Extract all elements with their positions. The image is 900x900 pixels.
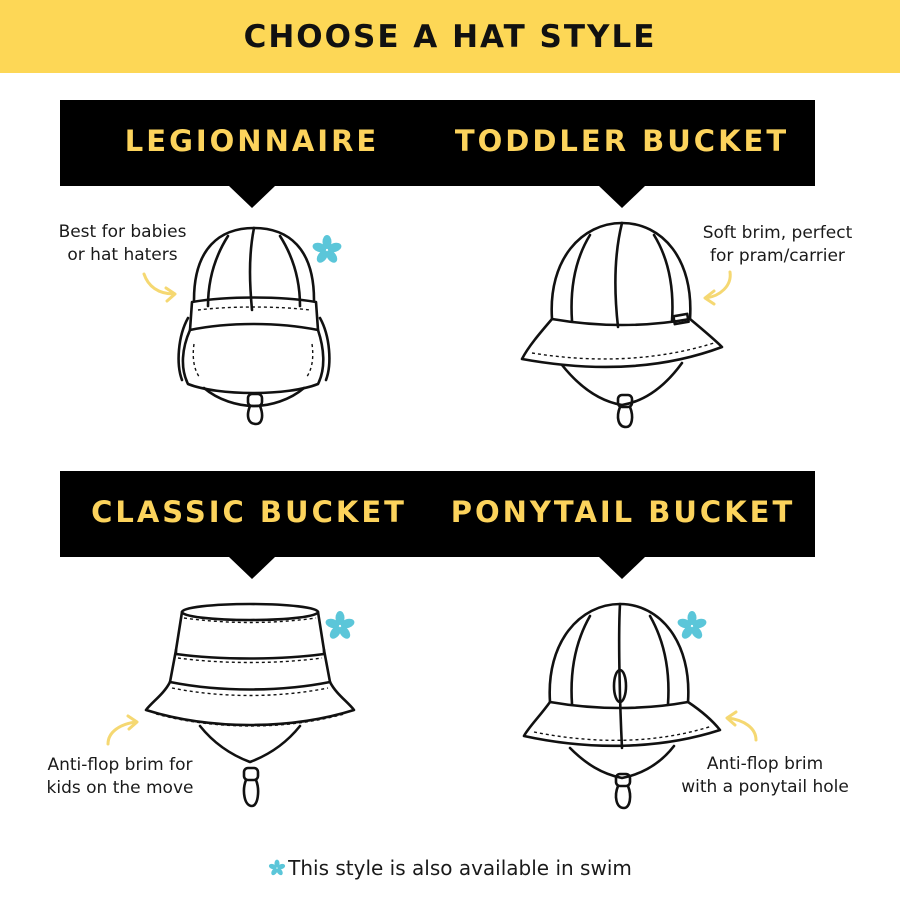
toddler-bucket-hat-illustration [518, 215, 728, 435]
ponytail-bucket-label: PONYTAIL BUCKET [450, 495, 796, 529]
ponytail-bucket-note: Anti-flop brim with a ponytail hole [681, 754, 849, 797]
classic-bucket-note: Anti-flop brim for kids on the move [46, 755, 194, 798]
legionnaire-note: Best for babies or hat haters [58, 222, 187, 265]
toddler-bucket-pointer [599, 186, 645, 208]
footer-text: This style is also available in swim [288, 856, 632, 880]
classic-bucket-label: CLASSIC BUCKET [91, 495, 407, 529]
swim-legend-icon [268, 859, 286, 877]
title-banner [0, 0, 900, 73]
legionnaire-hat-illustration [168, 218, 338, 430]
legionnaire-pointer [229, 186, 275, 208]
toddler-bucket-label: TODDLER BUCKET [454, 124, 790, 158]
ponytail-bucket-pointer [599, 557, 645, 579]
ponytail-bucket-hat-illustration [520, 598, 725, 814]
page-title: CHOOSE A HAT STYLE [243, 18, 657, 55]
legionnaire-label: LEGIONNAIRE [124, 124, 380, 158]
ponytail-bucket-arrow-icon [722, 708, 764, 746]
footer-note [0, 856, 900, 880]
classic-bucket-arrow-icon [100, 712, 142, 748]
toddler-bucket-note: Soft brim, perfect for pram/carrier [702, 223, 853, 266]
classic-bucket-pointer [229, 557, 275, 579]
classic-bucket-hat-illustration [140, 598, 360, 814]
